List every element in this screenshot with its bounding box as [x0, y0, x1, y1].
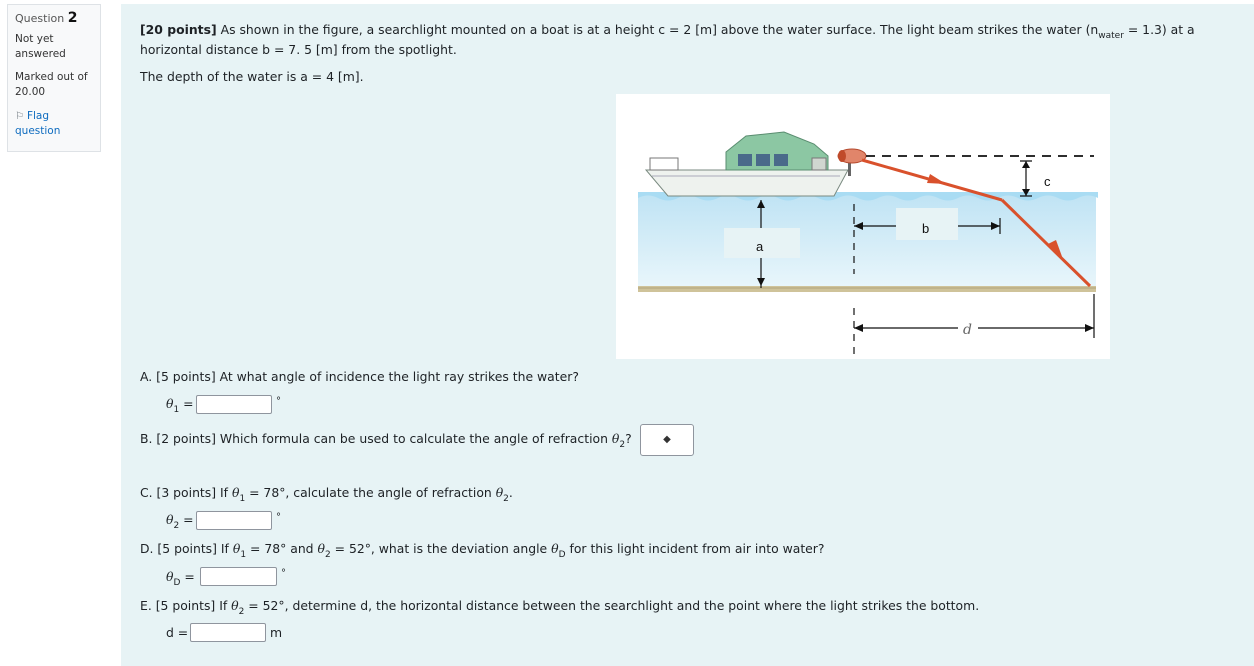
- select-chevron-icon: ◆: [663, 434, 671, 445]
- part-d-text: D. [5 points] If $\theta_1 = 78^\circ$ and $\theta_2 = 52^\circ$, what is the deviation angle $\theta_D$ for this light incident from air into water?: [140, 541, 825, 560]
- boat: [646, 132, 851, 196]
- part-e-unit: m: [270, 625, 283, 640]
- flag-question-link[interactable]: ⚐ Flag question: [15, 110, 61, 137]
- part-e-answer-input[interactable]: [190, 623, 266, 642]
- question-number: Question 2: [15, 10, 78, 26]
- part-b-text: B. [2 points] Which formula can be used to calculate the angle of refraction $\theta_2$?: [140, 431, 632, 450]
- label-d: d: [963, 322, 972, 338]
- part-a-text: A. [5 points] At what angle of incidence the light ray strikes the water?: [140, 369, 579, 384]
- part-d-unit: °: [281, 568, 286, 579]
- part-c-label: $\theta_2$ =: [166, 512, 194, 531]
- boat-searchlight-figure: [616, 94, 1110, 359]
- question-depth: The depth of the water is a = 4 [m].: [140, 69, 364, 84]
- part-e-label: d =: [166, 625, 189, 640]
- part-a-unit: °: [276, 396, 281, 407]
- question-intro-line2: horizontal distance b = 7. 5 [m] from the spotlight.: [140, 42, 457, 57]
- part-a-answer-input[interactable]: [196, 395, 272, 414]
- part-d-answer-input[interactable]: [200, 567, 277, 586]
- water-region: [638, 194, 1096, 288]
- part-e-text: E. [5 points] If $\theta_2 = 52^\circ$, determine d, the horizontal distance between the searchlight and the point where the light strikes the bottom.: [140, 598, 980, 617]
- part-b-formula-select[interactable]: [640, 424, 694, 456]
- label-b: b: [922, 221, 930, 236]
- question-grade: Marked out of 20.00: [15, 71, 88, 98]
- flag-icon: ⚐: [15, 111, 24, 122]
- sea-bottom: [638, 286, 1096, 292]
- question-state: Not yet answered: [15, 33, 66, 60]
- part-a-label: $\theta_1$ =: [166, 396, 194, 415]
- part-d-label: $\theta_D$ =: [166, 569, 195, 588]
- question-info: [7, 4, 101, 152]
- label-c: c: [1044, 174, 1051, 189]
- incident-beam-arrow: [927, 174, 946, 184]
- label-a: a: [756, 239, 764, 254]
- dimension-c: [1020, 161, 1032, 196]
- part-c-text: C. [3 points] If $\theta_1 = 78^\circ$, calculate the angle of refraction $\theta_2$.: [140, 485, 513, 504]
- dimension-d: [854, 294, 1094, 356]
- part-c-unit: °: [276, 512, 281, 523]
- part-c-answer-input[interactable]: [196, 511, 272, 530]
- question-intro-line1: [20 points] As shown in the figure, a searchlight mounted on a boat is at a height c = 2 [m] above the water surface. The light beam strikes the water $(n_{water} = 1.3)$ at a: [140, 22, 1195, 41]
